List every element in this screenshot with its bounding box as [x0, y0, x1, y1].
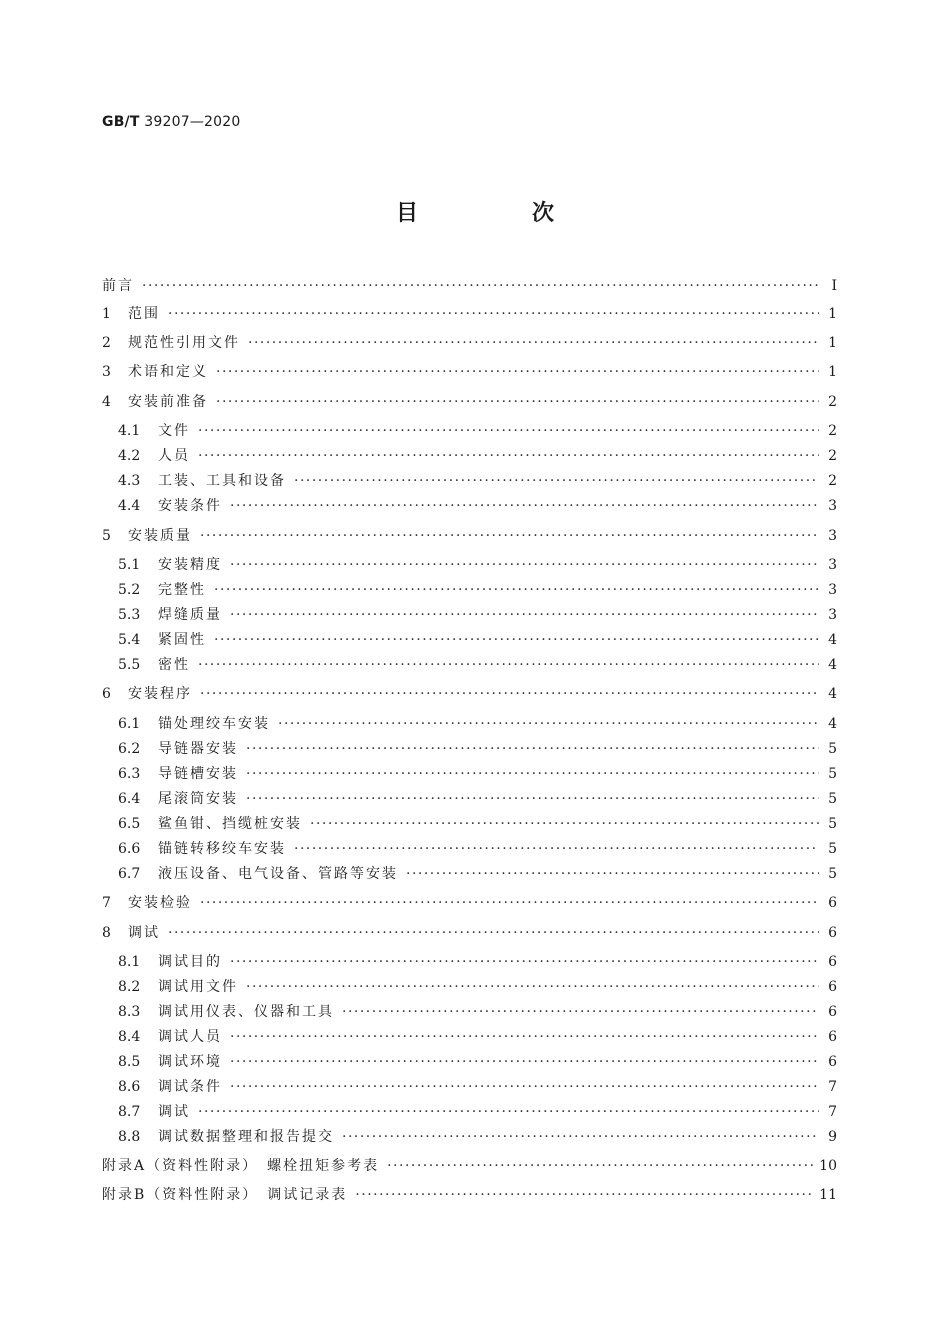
toc-entry[interactable] — [118, 1076, 837, 1098]
toc-entry-page: 3 — [828, 582, 837, 598]
toc-entry-label: 调试环境 — [158, 1054, 222, 1070]
toc-entry-label: 附录A（资料性附录） 螺栓扭矩参考表 — [102, 1158, 380, 1174]
toc-entry-page: 1 — [828, 306, 837, 322]
toc-entry-number: 5.3 — [118, 607, 141, 623]
toc-entry[interactable] — [102, 361, 837, 383]
toc-entry-number: 1 — [102, 306, 111, 322]
toc-entry-label: 调试数据整理和报告提交 — [158, 1129, 334, 1145]
toc-entry-page: 5 — [828, 816, 837, 832]
toc-entry-page: 7 — [828, 1104, 837, 1120]
toc-entry-label: 安装条件 — [158, 498, 222, 514]
dot-leader — [230, 951, 819, 973]
toc-entry-page: 4 — [828, 632, 837, 648]
toc-entry-label: 调试用文件 — [158, 979, 238, 995]
toc-entry-page: 1 — [828, 335, 837, 351]
dot-leader — [214, 629, 819, 651]
toc-entry[interactable] — [118, 738, 837, 760]
toc-entry-number: 8.7 — [118, 1104, 141, 1120]
toc-entry[interactable] — [102, 1155, 837, 1177]
dot-leader — [198, 1101, 819, 1123]
toc-entry-page: 1 — [828, 364, 837, 380]
toc-entry[interactable] — [102, 892, 837, 914]
toc-entry-number: 6 — [102, 686, 111, 702]
toc-entry-number: 4.1 — [118, 423, 141, 439]
toc-entry-label: 完整性 — [158, 582, 206, 598]
dot-leader — [310, 813, 819, 835]
toc-entry[interactable] — [118, 951, 837, 973]
toc-entry[interactable] — [102, 275, 837, 297]
toc-entry-label: 安装精度 — [158, 557, 222, 573]
toc-entry-number: 5.5 — [118, 657, 141, 673]
toc-entry-number: 4.3 — [118, 473, 141, 489]
toc-entry-label: 调试人员 — [158, 1029, 222, 1045]
toc-entry-page: 4 — [828, 716, 837, 732]
toc-entry-number: 5.2 — [118, 582, 141, 598]
toc-entry-page: 6 — [828, 1029, 837, 1045]
dot-leader — [198, 445, 819, 467]
toc-entry-page: 2 — [828, 448, 837, 464]
dot-leader — [294, 838, 819, 860]
page-title: 目 次 — [395, 201, 600, 226]
toc-entry-label: 调试条件 — [158, 1079, 222, 1095]
toc-entry-label: 安装检验 — [128, 895, 192, 911]
toc-entry-page: 6 — [828, 895, 837, 911]
toc-entry[interactable] — [118, 1126, 837, 1148]
toc-entry-number: 8.4 — [118, 1029, 141, 1045]
toc-entry-number: 8.6 — [118, 1079, 141, 1095]
toc-entry-page: 3 — [828, 528, 837, 544]
toc-entry[interactable] — [118, 813, 837, 835]
toc-entry-number: 6.7 — [118, 866, 141, 882]
dot-leader — [230, 1051, 819, 1073]
dot-leader — [248, 332, 819, 354]
standard-prefix: GB/T — [102, 114, 140, 130]
toc-entry-label: 导链槽安装 — [158, 766, 238, 782]
toc-entry-number: 4.2 — [118, 448, 141, 464]
toc-entry-page: 7 — [828, 1079, 837, 1095]
dot-leader — [294, 470, 819, 492]
toc-entry[interactable] — [118, 445, 837, 467]
toc-entry-label: 工装、工具和设备 — [158, 473, 286, 489]
toc-entry-number: 6.5 — [118, 816, 141, 832]
toc-entry-page: 5 — [828, 766, 837, 782]
toc-entry-page: 5 — [828, 841, 837, 857]
dot-leader — [230, 604, 819, 626]
toc-entry[interactable] — [102, 1184, 837, 1206]
toc-entry-number: 2 — [102, 335, 111, 351]
toc-entry[interactable] — [118, 838, 837, 860]
toc-entry-page: 11 — [819, 1187, 837, 1203]
toc-entry[interactable] — [118, 1026, 837, 1048]
toc-entry[interactable] — [118, 654, 837, 676]
toc-entry[interactable] — [118, 863, 837, 885]
toc-entry-label: 安装前准备 — [128, 394, 208, 410]
dot-leader — [168, 303, 819, 325]
dot-leader — [406, 863, 819, 885]
toc-entry-label: 安装质量 — [128, 528, 192, 544]
toc-entry-label: 锚链转移绞车安装 — [158, 841, 286, 857]
dot-leader — [214, 579, 819, 601]
toc-entry-page: 5 — [828, 791, 837, 807]
dot-leader — [216, 361, 819, 383]
dot-leader — [198, 654, 819, 676]
toc-entry[interactable] — [118, 470, 837, 492]
toc-entry-page: 4 — [828, 657, 837, 673]
toc-entry-page: 9 — [828, 1129, 837, 1145]
toc-entry-label: 紧固性 — [158, 632, 206, 648]
toc-entry-number: 5 — [102, 528, 111, 544]
toc-entry-label: 前言 — [102, 278, 134, 294]
dot-leader — [355, 1184, 813, 1206]
toc-entry-label: 密性 — [158, 657, 190, 673]
toc-entry[interactable] — [118, 1051, 837, 1073]
toc-entry-page: 5 — [828, 866, 837, 882]
dot-leader — [216, 391, 819, 413]
toc-entry[interactable] — [118, 976, 837, 998]
toc-entry-page: 6 — [828, 1004, 837, 1020]
toc-entry[interactable] — [102, 525, 837, 547]
toc-entry-label: 调试 — [158, 1104, 190, 1120]
toc-entry[interactable] — [118, 788, 837, 810]
toc-entry-number: 4.4 — [118, 498, 141, 514]
toc-entry-label: 调试目的 — [158, 954, 222, 970]
dot-leader — [230, 554, 819, 576]
toc-entry[interactable] — [118, 604, 837, 626]
toc-entry-page: 6 — [828, 1054, 837, 1070]
toc-entry-label: 液压设备、电气设备、管路等安装 — [158, 866, 398, 882]
dot-leader — [230, 1076, 819, 1098]
toc-entry-number: 8.1 — [118, 954, 141, 970]
dot-leader — [200, 683, 819, 705]
toc-entry[interactable] — [118, 1001, 837, 1023]
toc-entry-label: 调试用仪表、仪器和工具 — [158, 1004, 334, 1020]
standard-code — [102, 114, 240, 130]
toc-entry-label: 锚处理绞车安装 — [158, 716, 270, 732]
toc-entry-label: 人员 — [158, 448, 190, 464]
toc-entry-page: 6 — [828, 979, 837, 995]
toc-entry-label: 范围 — [128, 306, 160, 322]
toc-entry-page: I — [831, 278, 837, 294]
toc-entry-number: 4 — [102, 394, 111, 410]
toc-entry[interactable] — [118, 1101, 837, 1123]
toc-entry-number: 7 — [102, 895, 111, 911]
toc-entry-number: 6.4 — [118, 791, 141, 807]
toc-entry[interactable] — [102, 303, 837, 325]
dot-leader — [278, 713, 819, 735]
dot-leader — [246, 763, 819, 785]
dot-leader — [246, 788, 819, 810]
toc-entry-label: 鲨鱼钳、挡缆桩安装 — [158, 816, 302, 832]
toc-entry-number: 5.1 — [118, 557, 141, 573]
toc-entry-page: 3 — [828, 498, 837, 514]
toc-entry-label: 焊缝质量 — [158, 607, 222, 623]
toc-entry-number: 6.3 — [118, 766, 141, 782]
toc-entry-number: 6.2 — [118, 741, 141, 757]
toc-entry[interactable] — [118, 629, 837, 651]
toc-entry-number: 5.4 — [118, 632, 141, 648]
dot-leader — [200, 892, 819, 914]
toc-entry[interactable] — [102, 391, 837, 413]
toc-entry-page: 3 — [828, 557, 837, 573]
toc-entry[interactable] — [118, 579, 837, 601]
toc-entry[interactable] — [102, 332, 837, 354]
toc-entry-number: 8 — [102, 925, 111, 941]
toc-entry-page: 4 — [828, 686, 837, 702]
toc-entry-page: 6 — [828, 954, 837, 970]
toc-entry-number: 6.1 — [118, 716, 141, 732]
toc-entry-number: 3 — [102, 364, 111, 380]
toc-entry-page: 5 — [828, 741, 837, 757]
dot-leader — [246, 976, 819, 998]
toc-entry-label: 导链器安装 — [158, 741, 238, 757]
dot-leader — [198, 420, 819, 442]
toc-entry[interactable] — [118, 763, 837, 785]
dot-leader — [246, 738, 819, 760]
toc-entry-label: 术语和定义 — [128, 364, 208, 380]
toc-entry[interactable] — [118, 420, 837, 442]
toc-entry-number: 8.3 — [118, 1004, 141, 1020]
toc-entry[interactable] — [102, 922, 837, 944]
dot-leader — [387, 1155, 813, 1177]
toc-entry-page: 6 — [828, 925, 837, 941]
toc-entry-page: 3 — [828, 607, 837, 623]
toc-entry-number: 8.8 — [118, 1129, 141, 1145]
dot-leader — [342, 1001, 819, 1023]
toc-entry-page: 2 — [828, 423, 837, 439]
toc-entry-label: 安装程序 — [128, 686, 192, 702]
toc-entry[interactable] — [118, 554, 837, 576]
toc-entry[interactable] — [102, 683, 837, 705]
dot-leader — [342, 1126, 819, 1148]
toc-entry-label: 调试 — [128, 925, 160, 941]
toc-entry-page: 2 — [828, 473, 837, 489]
toc-entry-number: 8.2 — [118, 979, 141, 995]
toc-entry-number: 6.6 — [118, 841, 141, 857]
toc-entry-label: 尾滚筒安装 — [158, 791, 238, 807]
dot-leader — [168, 922, 819, 944]
toc-entry[interactable] — [118, 713, 837, 735]
dot-leader — [230, 495, 819, 517]
toc-entry-number: 8.5 — [118, 1054, 141, 1070]
standard-number: 39207—2020 — [144, 114, 241, 130]
toc-entry[interactable] — [118, 495, 837, 517]
toc-entry-page: 10 — [819, 1158, 837, 1174]
dot-leader — [142, 275, 819, 297]
toc-entry-page: 2 — [828, 394, 837, 410]
dot-leader — [230, 1026, 819, 1048]
dot-leader — [200, 525, 819, 547]
toc-entry-label: 附录B（资料性附录） 调试记录表 — [102, 1187, 348, 1203]
toc-entry-label: 文件 — [158, 423, 190, 439]
toc-entry-label: 规范性引用文件 — [128, 335, 240, 351]
